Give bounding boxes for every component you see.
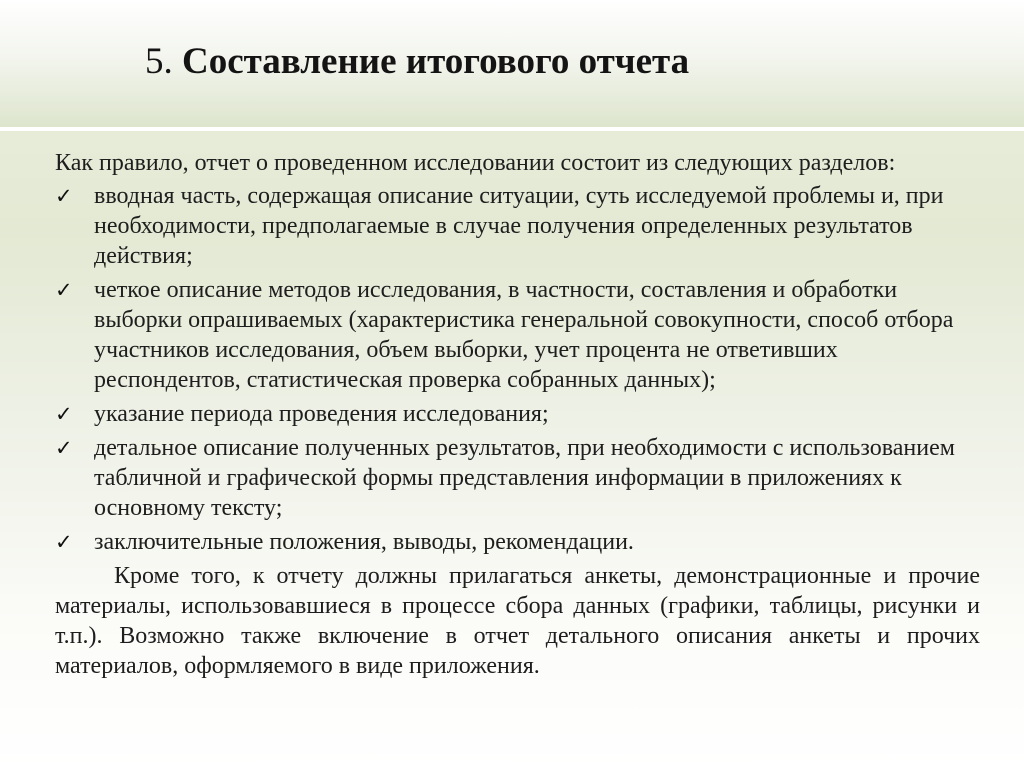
slide-title (145, 40, 689, 83)
checkmark-icon: ✓ (55, 278, 73, 302)
checkmark-icon: ✓ (55, 402, 73, 426)
checkmark-icon: ✓ (55, 436, 73, 460)
title-number: 5. (145, 41, 173, 82)
slide-body (55, 148, 980, 681)
list-item (55, 399, 980, 429)
closing-paragraph: Кроме того, к отчету должны прилагаться анкеты, демонстрационные и прочие материалы, использовавшиеся в процессе сбора данных (графики, таблицы, рисунки и т.п.). Возможно также включение в отчет детального описания анкеты и прочих материалов, оформляемого в виде приложения. (55, 563, 980, 679)
intro-text: Как правило, отчет о проведенном исследовании состоит из следующих разделов: (55, 150, 896, 176)
list-item (55, 181, 980, 271)
list-item-text: детальное описание полученных результатов, при необходимости с использованием табличной и графической формы представления информации в приложениях к основному тексту; (94, 435, 955, 521)
list-item (55, 275, 980, 395)
list-item-text: указание периода проведения исследования; (94, 401, 549, 427)
title-divider (0, 127, 1024, 131)
section-list (55, 181, 980, 557)
list-item-text: вводная часть, содержащая описание ситуации, суть исследуемой проблемы и, при необходимости, предполагаемые в случае получения определенных результатов действия; (94, 183, 944, 269)
title-text: Составление итогового отчета (182, 41, 690, 82)
list-item (55, 527, 980, 557)
list-item (55, 433, 980, 523)
checkmark-icon: ✓ (55, 184, 73, 208)
list-item-text: заключительные положения, выводы, рекомендации. (94, 529, 634, 555)
list-item-text: четкое описание методов исследования, в частности, составления и обработки выборки опрашиваемых (характеристика генеральной совокупности, способ отбора участников исследования, объем выборки, учет процента не ответивших респондентов, статистическая проверка собранных данных); (94, 277, 954, 393)
checkmark-icon: ✓ (55, 530, 73, 554)
